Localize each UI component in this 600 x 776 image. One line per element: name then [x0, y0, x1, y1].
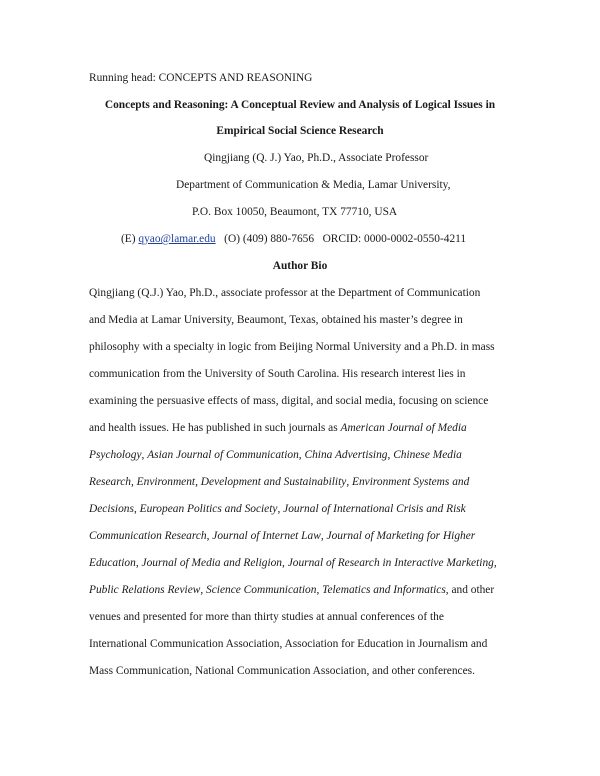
journal-title: Communication Research	[89, 530, 207, 542]
journal-title: Telematics and Informatics	[322, 584, 446, 596]
bio-line-9	[89, 502, 466, 516]
journal-title: Journal of International Crisis and Risk	[283, 503, 466, 515]
title-line-1: Concepts and Reasoning: A Conceptual Review and Analysis of Logical Issues in	[104, 99, 496, 111]
journal-title: American Journal of Media	[340, 422, 467, 434]
bio-line-1: Qingjiang (Q.J.) Yao, Ph.D., associate professor at the Department of Communication	[89, 287, 481, 299]
bio-line-10	[89, 529, 475, 543]
bio-line-3: philosophy with a specialty in logic from Beijing Normal University and a Ph.D. in mass	[89, 341, 495, 353]
journal-title: Public Relations Review	[89, 584, 201, 596]
bio-line-7	[89, 448, 462, 462]
separator: ,	[277, 503, 284, 515]
journal-title: Science Communication	[206, 584, 317, 596]
separator: ,	[387, 449, 394, 461]
separator: ,	[135, 557, 142, 569]
separator: ,	[316, 584, 323, 596]
journal-title: Psychology	[89, 449, 142, 461]
contact-line	[121, 232, 466, 246]
affiliation-line: Department of Communication & Media, Lamar University,	[176, 179, 451, 191]
address-line: P.O. Box 10050, Beaumont, TX 77710, USA	[192, 206, 398, 218]
bio-line-11	[89, 556, 497, 570]
journal-title: China Advertising	[304, 449, 388, 461]
journal-title: Chinese Media	[393, 449, 462, 461]
bio-heading: Author Bio	[272, 260, 328, 272]
bio-text: and health issues. He has published in such journals as	[89, 422, 341, 434]
separator: ,	[133, 503, 140, 515]
bio-line-6	[89, 421, 467, 435]
separator: ,	[298, 449, 305, 461]
bio-line-13: venues and presented for more than thirty studies at annual conferences of the	[89, 611, 444, 623]
bio-line-2: and Media at Lamar University, Beaumont, Texas, obtained his master’s degree in	[89, 314, 463, 326]
separator: ,	[320, 530, 327, 542]
journal-title: Journal of Internet Law	[212, 530, 321, 542]
bio-line-12	[89, 583, 494, 597]
separator: ,	[493, 557, 497, 569]
journal-title: Decisions	[89, 503, 134, 515]
bio-line-8	[89, 475, 469, 489]
email-link[interactable]: qyao@lamar.edu	[138, 233, 216, 245]
journal-title: Journal of Marketing for Higher	[326, 530, 476, 542]
phone-orcid: (O) (409) 880-7656 ORCID: 0000-0002-0550-4211	[215, 233, 467, 245]
separator: ,	[200, 584, 207, 596]
separator: ,	[206, 530, 213, 542]
running-head: Running head: CONCEPTS AND REASONING	[89, 72, 313, 84]
bio-line-15: Mass Communication, National Communication Association, and other conferences.	[89, 665, 475, 677]
journal-title: Environment, Development and Sustainability	[136, 476, 347, 488]
separator: ,	[130, 476, 137, 488]
journal-title: Journal of Media and Religion	[141, 557, 282, 569]
journal-title: European Politics and Society	[139, 503, 278, 515]
bio-line-4: communication from the University of South Carolina. His research interest lies in	[89, 368, 466, 380]
journal-title: Asian Journal of Communication	[147, 449, 299, 461]
separator: ,	[346, 476, 353, 488]
email-prefix: (E)	[121, 233, 139, 245]
journal-title: Research	[89, 476, 131, 488]
journal-title: Journal of Research in Interactive Marketing	[287, 557, 494, 569]
separator: ,	[282, 557, 288, 569]
journal-title: Environment Systems and	[352, 476, 470, 488]
journal-title: Education	[89, 557, 136, 569]
title-line-2: Empirical Social Science Research	[216, 125, 384, 137]
bio-line-5: examining the persuasive effects of mass, digital, and social media, focusing on science	[89, 395, 489, 407]
separator: ,	[141, 449, 148, 461]
bio-line-14: International Communication Association, Association for Education in Journalism and	[89, 638, 488, 650]
author-line: Qingjiang (Q. J.) Yao, Ph.D., Associate Professor	[204, 152, 429, 164]
bio-text: , and other	[445, 584, 495, 596]
